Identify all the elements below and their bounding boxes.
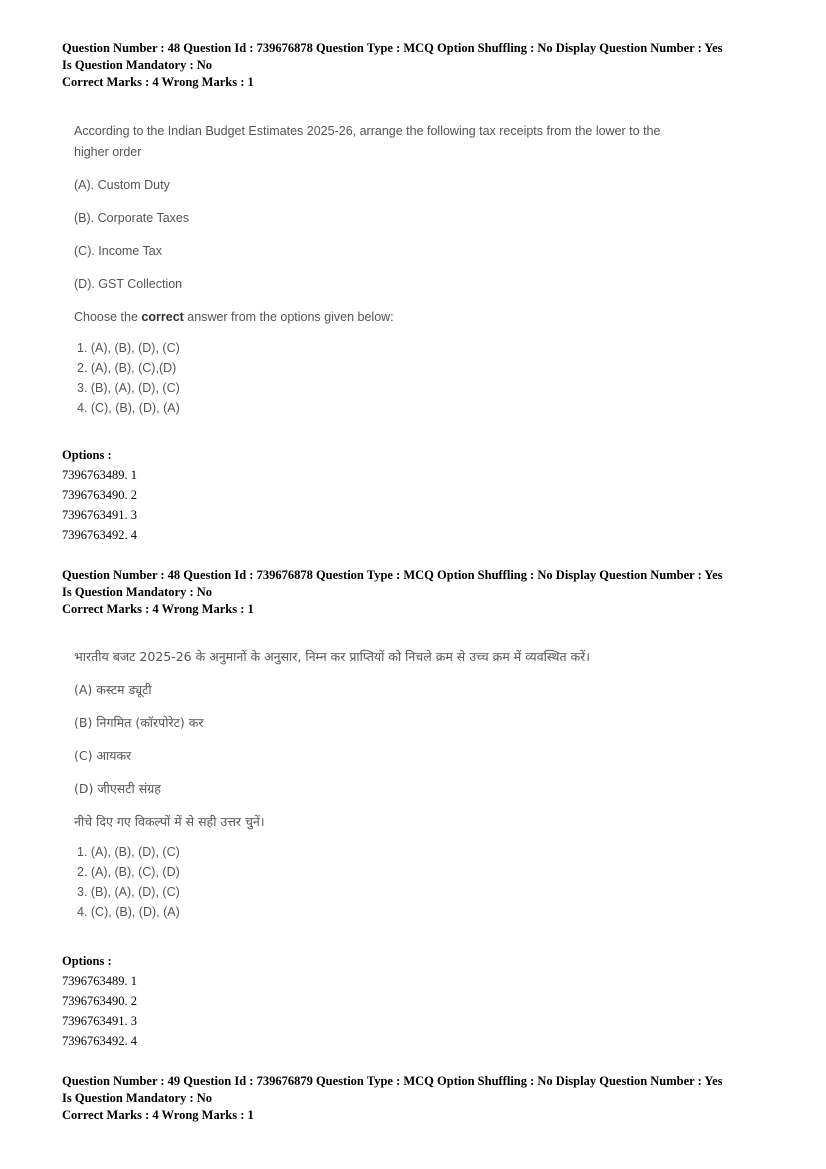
answer-choice-3: 3. (B), (A), (D), (C) <box>77 381 180 395</box>
mandatory-line: Is Question Mandatory : No <box>62 585 213 599</box>
answer-choice-1: 1. (A), (B), (D), (C) <box>77 341 180 355</box>
option-id: 7396763490. 2 <box>62 994 137 1008</box>
option-id: 7396763491. 3 <box>62 1014 137 1028</box>
options-list-1 <box>62 445 137 545</box>
answer-choice-2: 2. (A), (B), (C), (D) <box>77 865 180 879</box>
option-id: 7396763489. 1 <box>62 974 137 988</box>
question-49-header <box>62 1073 723 1124</box>
option-id: 7396763489. 1 <box>62 468 137 482</box>
item-d: (D) जीएसटी संग्रह <box>74 781 161 796</box>
answer-choice-4: 4. (C), (B), (D), (A) <box>77 401 180 415</box>
question-meta-line: Question Number : 48 Question Id : 739676878 Question Type : MCQ Option Shuffling : No Display Question Number : Yes <box>62 568 723 582</box>
marks-line: Correct Marks : 4 Wrong Marks : 1 <box>62 1108 254 1122</box>
question-48-header <box>62 40 723 91</box>
choose-instruction: Choose the correct answer from the options given below: <box>74 310 394 324</box>
question-48-english <box>74 121 660 418</box>
marks-line: Correct Marks : 4 Wrong Marks : 1 <box>62 75 254 89</box>
question-48-hindi <box>74 646 590 922</box>
mandatory-line: Is Question Mandatory : No <box>62 58 213 72</box>
item-a: (A). Custom Duty <box>74 178 170 192</box>
options-heading: Options : <box>62 954 112 968</box>
question-meta-line: Question Number : 48 Question Id : 739676878 Question Type : MCQ Option Shuffling : No Display Question Number : Yes <box>62 41 723 55</box>
question-stem: According to the Indian Budget Estimates 2025-26, arrange the following tax receipts from the lower to the <box>74 124 661 138</box>
item-b: (B) निगमित (कॉरपोरेट) कर <box>74 715 204 730</box>
mandatory-line: Is Question Mandatory : No <box>62 1091 213 1105</box>
item-d: (D). GST Collection <box>74 277 183 291</box>
answer-choice-3: 3. (B), (A), (D), (C) <box>77 885 180 899</box>
question-stem: भारतीय बजट 2025-26 के अनुमानों के अनुसार, निम्न कर प्राप्तियों को निचले क्रम से उच्च क्रम में व्यवस्थित करें। <box>74 649 591 664</box>
choose-bold: correct <box>141 310 184 324</box>
question-meta-line: Question Number : 49 Question Id : 739676879 Question Type : MCQ Option Shuffling : No Display Question Number : Yes <box>62 1074 723 1088</box>
option-id: 7396763490. 2 <box>62 488 137 502</box>
question-stem-cont: higher order <box>74 145 142 159</box>
option-id: 7396763492. 4 <box>62 1034 137 1048</box>
option-id: 7396763491. 3 <box>62 508 137 522</box>
item-c: (C) आयकर <box>74 748 132 763</box>
question-48-header-hindi <box>62 567 723 618</box>
item-b: (B). Corporate Taxes <box>74 211 190 225</box>
marks-line: Correct Marks : 4 Wrong Marks : 1 <box>62 602 254 616</box>
item-c: (C). Income Tax <box>74 244 162 258</box>
answer-choices <box>74 338 660 418</box>
choose-instruction: नीचे दिए गए विकल्पों में से सही उत्तर चुनें। <box>74 814 265 829</box>
answer-choices <box>74 842 590 922</box>
options-list-2 <box>62 951 137 1051</box>
answer-choice-4: 4. (C), (B), (D), (A) <box>77 905 180 919</box>
item-a: (A) कस्टम ड्यूटी <box>74 682 152 697</box>
options-heading: Options : <box>62 448 112 462</box>
answer-choice-2: 2. (A), (B), (C),(D) <box>77 361 177 375</box>
option-id: 7396763492. 4 <box>62 528 137 542</box>
answer-choice-1: 1. (A), (B), (D), (C) <box>77 845 180 859</box>
